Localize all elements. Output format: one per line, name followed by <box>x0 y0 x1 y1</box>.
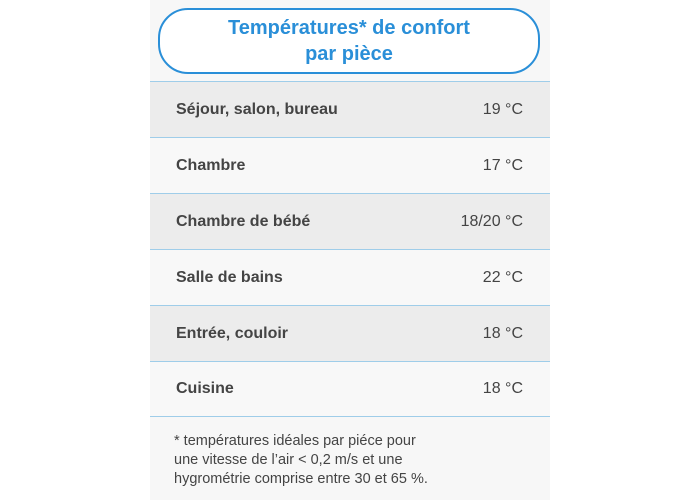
room-name: Entrée, couloir <box>176 324 289 342</box>
room-temperature: 22 °C <box>482 268 523 286</box>
room-temperature: 18/20 °C <box>460 212 523 230</box>
room-name: Chambre de bébé <box>176 212 311 230</box>
room-name: Chambre <box>176 156 246 174</box>
room-temperature: 17 °C <box>482 156 523 174</box>
room-temperature: 18 °C <box>482 324 523 342</box>
title-banner <box>158 8 540 74</box>
table-row <box>150 305 550 361</box>
temperature-card <box>150 0 550 500</box>
table-row <box>150 137 550 193</box>
temperature-table <box>150 81 550 417</box>
footnote-line-2: une vitesse de l’air < 0,2 m/s et une <box>174 452 403 468</box>
table-row <box>150 193 550 249</box>
title-line-1: Températures* de confort <box>228 17 470 39</box>
table-row <box>150 361 550 417</box>
table-row <box>150 249 550 305</box>
footnote <box>174 432 526 489</box>
room-name: Séjour, salon, bureau <box>176 100 338 118</box>
room-temperature: 18 °C <box>482 380 523 397</box>
room-name: Cuisine <box>176 380 234 397</box>
title-line-2: par pièce <box>305 43 393 65</box>
room-name: Salle de bains <box>176 268 283 286</box>
table-row <box>150 81 550 137</box>
footnote-line-3: hygrométrie comprise entre 30 et 65 %. <box>174 471 428 487</box>
footnote-line-1: * températures idéales par piéce pour <box>174 433 416 449</box>
room-temperature: 19 °C <box>482 100 523 118</box>
